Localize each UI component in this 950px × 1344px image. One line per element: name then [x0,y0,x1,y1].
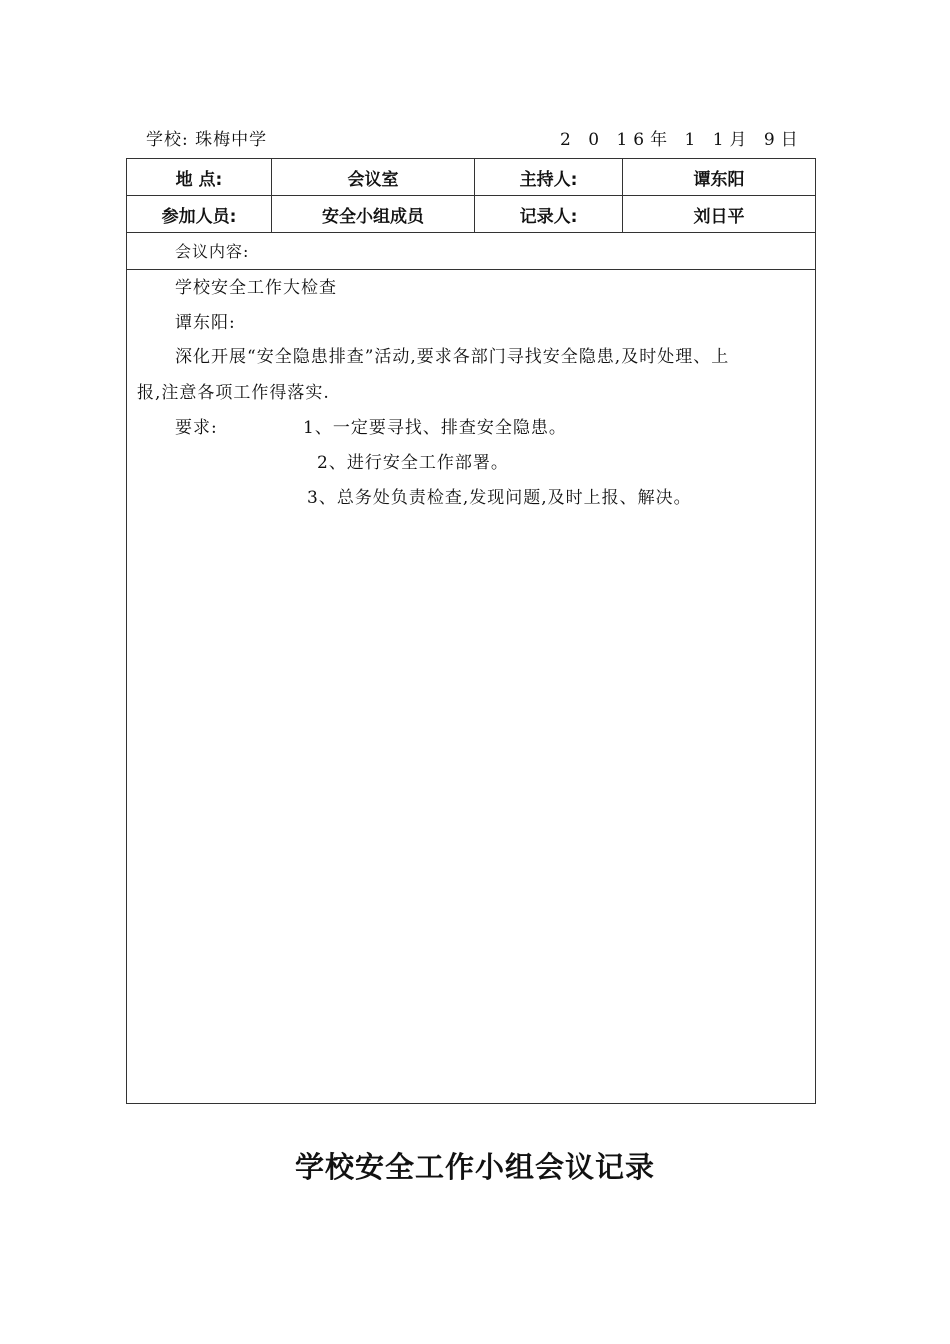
content-speaker: 谭东阳: [175,313,236,333]
meeting-content [127,270,815,1104]
attendees-value: 安全小组成员 [272,196,475,232]
content-paragraph-line-1: 深化开展“安全隐患排查”活动,要求各部门寻找安全隐患,及时处理、上 [175,347,730,367]
recorder-label: 记录人: [475,196,623,232]
requirements-label: 要求: [175,418,218,438]
meeting-date: 2 0 16年 1 1月 9日 [560,130,804,150]
content-paragraph-line-2: 报,注意各项工作得落实. [137,383,330,403]
school-name: 学校: 珠梅中学 [146,130,268,150]
meeting-record-table [126,158,816,1104]
table-row-content-label [127,233,815,270]
requirement-item-3: 3、总务处负责检查,发现问题,及时上报、解决。 [307,488,692,508]
location-label: 地 点: [127,159,272,195]
document-title: 学校安全工作小组会议记录 [294,1150,655,1184]
attendees-label: 参加人员: [127,196,272,232]
recorder-value: 刘日平 [693,206,745,227]
content-label: 会议内容: [175,242,250,261]
content-heading: 学校安全工作大检查 [175,278,337,298]
table-row-attendees-recorder [127,196,815,233]
requirement-item-2: 2、进行安全工作部署。 [317,453,509,473]
requirement-item-1: 1、一定要寻找、排查安全隐患。 [303,418,567,438]
location-value: 会议室 [272,159,475,195]
table-row-location-host [127,159,815,196]
host-value: 谭东阳 [693,169,745,190]
host-label: 主持人: [475,159,623,195]
